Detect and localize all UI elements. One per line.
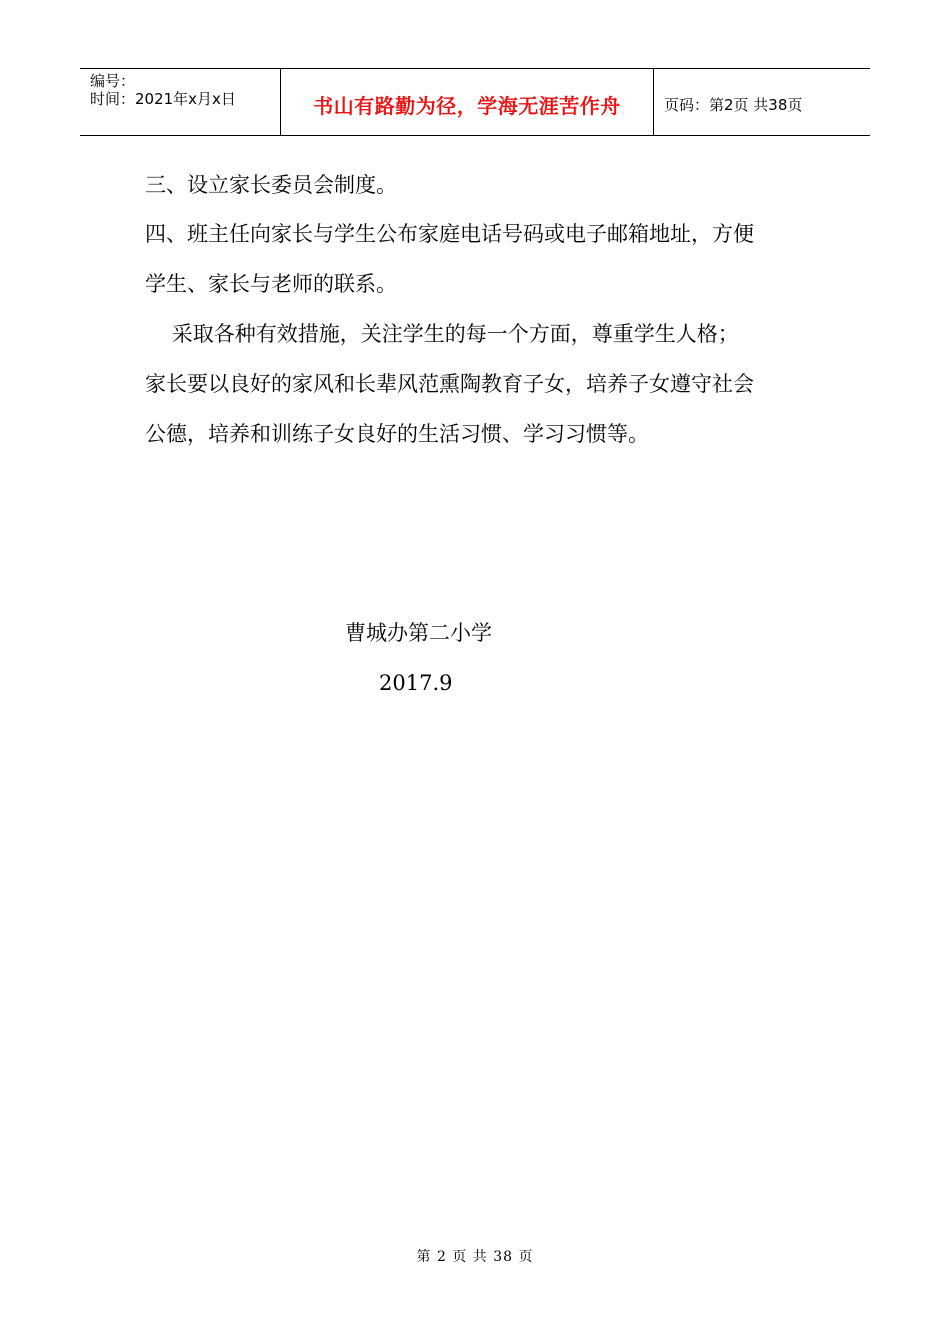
header-meta-cell: [80, 69, 281, 135]
paragraph-line-6: 公德，培养和训练子女良好的生活习惯、学习习惯等。: [145, 422, 649, 446]
paragraph-line-5: 家长要以良好的家风和长辈风范熏陶教育子女，培养子女遵守社会: [145, 372, 754, 396]
header-motto-cell: [281, 69, 654, 135]
paragraph-line-2: 四、班主任向家长与学生公布家庭电话号码或电子邮箱地址，方便: [145, 222, 754, 246]
paragraph-line-1: 三、设立家长委员会制度。: [145, 173, 397, 197]
signature-date: 2017.9: [379, 671, 453, 695]
paragraph-line-4: 采取各种有效措施，关注学生的每一个方面，尊重学生人格；: [145, 322, 739, 346]
page-footer: 第 2 页 共 38 页: [416, 1249, 534, 1265]
signature-school: 曹城办第二小学: [345, 621, 492, 645]
document-number-label: 编号：: [90, 72, 136, 90]
header-page-info: 页码：第2页 共38页: [664, 95, 803, 114]
header-motto: 书山有路勤为径，学海无涯苦作舟: [313, 93, 621, 118]
document-time-label: 时间：2021年x月x日: [90, 90, 236, 108]
paragraph-line-3: 学生、家长与老师的联系。: [145, 272, 397, 296]
document-header: [80, 68, 870, 136]
header-page-cell: [654, 69, 870, 135]
